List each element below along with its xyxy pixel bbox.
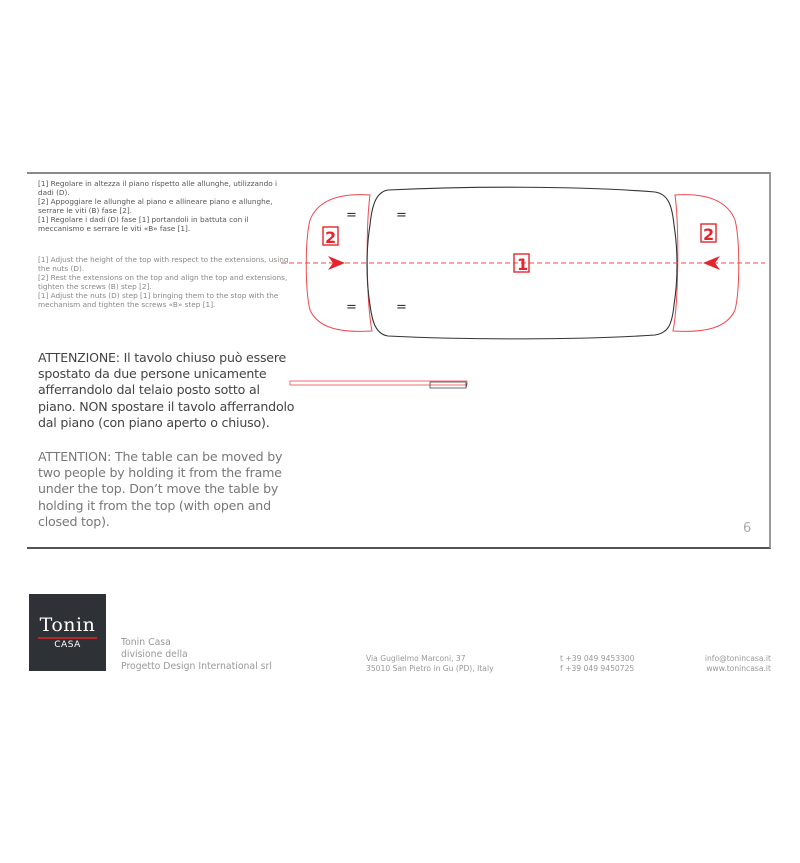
- address: [366, 654, 494, 673]
- step-label-1-center: 1: [517, 255, 529, 274]
- telephone: t +39 049 9453300: [560, 654, 635, 663]
- logo-divider: [38, 637, 97, 639]
- warning-italian: ATTENZIONE: Il tavolo chiuso può essere spostato da due persone unicamente afferrandolo dal telaio posto sotto al piano. NON spostare il tavolo afferrandolo dal piano (con piano aperto o chiuso).: [38, 350, 295, 430]
- website-link[interactable]: www.tonincasa.it: [706, 663, 771, 673]
- fax: f +39 049 9450725: [560, 663, 635, 673]
- equal-mark: =: [346, 300, 357, 315]
- step-label-2-left: 2: [325, 228, 337, 247]
- page-number: 6: [743, 521, 752, 536]
- web-info: [705, 654, 771, 673]
- logo-name: Tonin: [39, 614, 96, 636]
- instruction-it-3: [1] Regolare i dadi (D) fase [1] portandoli in battuta con il meccanismo e serrare le viti «B» fase [1].: [38, 214, 249, 233]
- equal-mark: =: [396, 300, 407, 315]
- step-label-2-right: 2: [703, 225, 715, 244]
- equal-mark: =: [396, 208, 407, 223]
- equal-mark: =: [346, 208, 357, 223]
- instruction-en-2: [2] Rest the extensions on the top and align the top and extensions, tighten the screws (B) step [2].: [38, 272, 288, 291]
- instruction-it-2: [2] Appoggiare le allunghe al piano e allineare piano e allunghe, serrare le viti (B) fase [2].: [38, 196, 273, 215]
- email-link[interactable]: info@tonincasa.it: [704, 654, 771, 663]
- address-line-2: 35010 San Pietro in Gu (PD), Italy: [366, 663, 494, 673]
- company-parent: Progetto Design International srl: [121, 661, 272, 672]
- company-division: divisione della: [121, 649, 188, 660]
- instruction-en-3: [1] Adjust the nuts (D) step [1] bringing them to the stop with the mechanism and tighten the screws «B» step [1].: [38, 290, 279, 309]
- address-line-1: Via Guglielmo Marconi, 37: [366, 654, 466, 663]
- logo-sub: CASA: [54, 640, 81, 650]
- instruction-it-1: [1] Regolare in altezza il piano rispetto alle allunghe, utilizzando i dadi (D).: [38, 179, 278, 197]
- side-view-detail: [290, 381, 467, 388]
- company-name: Tonin Casa: [121, 637, 171, 648]
- warning-english: ATTENTION: The table can be moved by two people by holding it from the frame under the top. Don’t move the table by holding it from the top (with open and closed top).: [38, 449, 283, 529]
- top-view-diagram: [281, 187, 765, 339]
- company-info: [121, 637, 272, 673]
- phone-info: [560, 654, 635, 673]
- instruction-en-1: [1] Adjust the height of the top with respect to the extensions, using the nuts (D).: [38, 255, 289, 273]
- tonin-casa-logo: [29, 594, 106, 671]
